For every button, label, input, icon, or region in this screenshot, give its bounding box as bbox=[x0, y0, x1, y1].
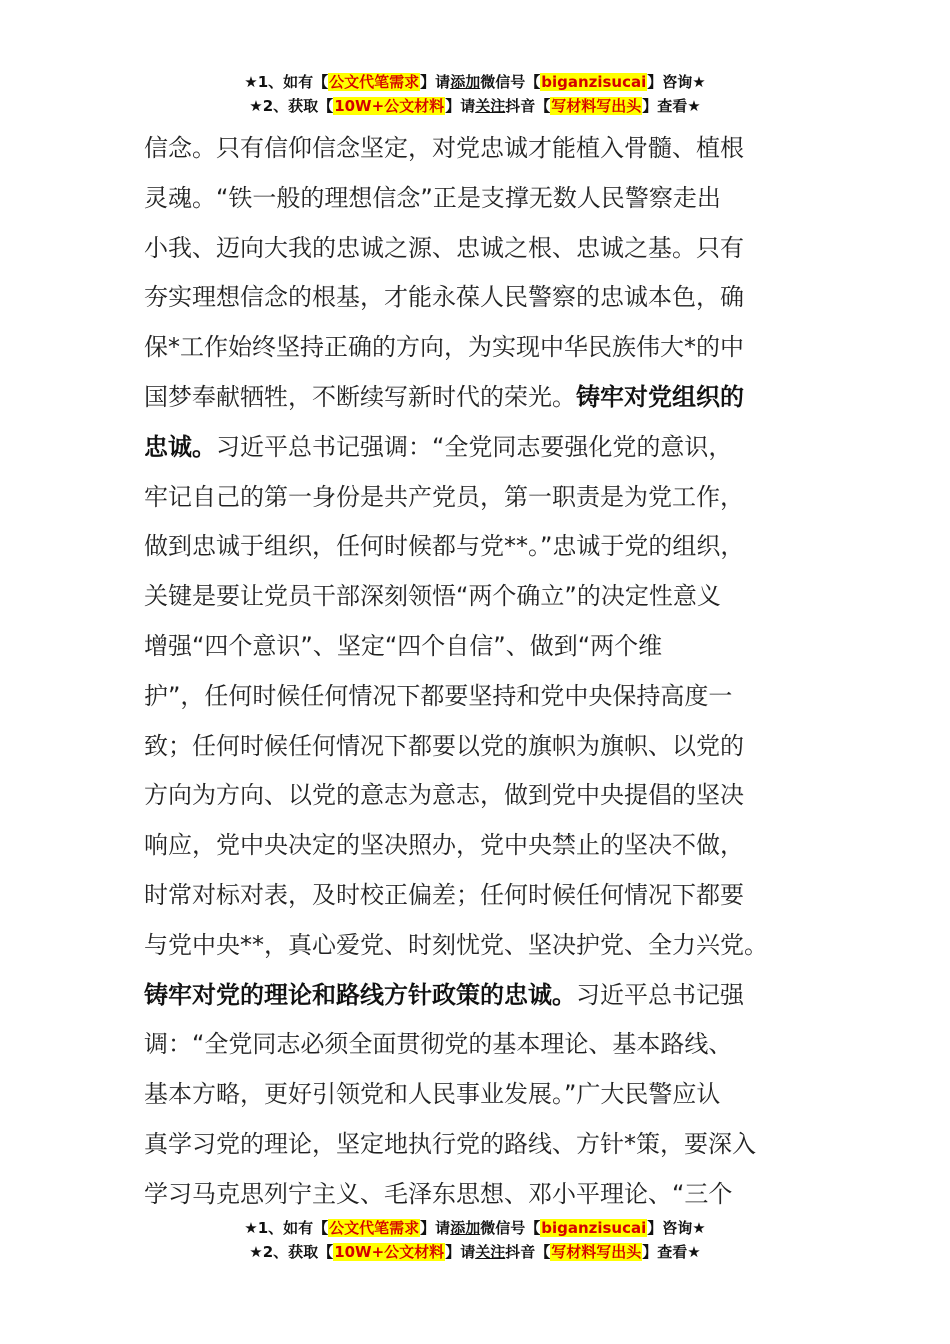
text-line bbox=[144, 672, 844, 722]
text-line bbox=[144, 771, 844, 821]
paragraph-text: 信念。只有信仰信念坚定，对党忠诚才能植入骨髓、植根 bbox=[144, 134, 744, 162]
header-text: 微信号【 bbox=[480, 73, 541, 91]
text-line bbox=[144, 124, 844, 174]
text-line bbox=[144, 1120, 844, 1170]
underline-text: 添加 bbox=[450, 73, 481, 91]
highlight-wechat-id: biganzisucai bbox=[541, 73, 647, 91]
paragraph-text: 基本方略，更好引领党和人民事业发展。”广大民警应认 bbox=[144, 1080, 721, 1109]
text-line bbox=[144, 423, 844, 473]
footer-text: 】查看★ bbox=[642, 1243, 701, 1261]
paragraph-text: 方向为方向、以党的意志为意志，做到党中央提倡的坚决 bbox=[144, 781, 744, 810]
footer-line-2 bbox=[0, 1240, 950, 1264]
paragraph-text: 与党中央**，真心爱党、时刻忧党、坚决护党、全力兴党。 bbox=[144, 930, 768, 959]
text-line bbox=[144, 622, 844, 672]
header-text: 】请 bbox=[420, 73, 451, 91]
header-line-1 bbox=[0, 70, 950, 94]
highlight-materials: 10W+公文材料 bbox=[334, 97, 445, 115]
text-line bbox=[144, 572, 844, 622]
header-text: ★1、如有【 bbox=[244, 73, 329, 91]
highlight-service: 公文代笔需求 bbox=[329, 1219, 420, 1237]
header-banner bbox=[0, 70, 950, 118]
text-line bbox=[144, 921, 844, 971]
text-line bbox=[144, 1070, 844, 1120]
paragraph-text: 调：“全党同志必须全面贯彻党的基本理论、基本路线、 bbox=[144, 1030, 733, 1059]
document-body bbox=[144, 124, 844, 1220]
paragraph-text: 关键是要让党员干部深刻领悟“两个确立”的决定性意义 bbox=[144, 582, 721, 611]
footer-text: 】请 bbox=[445, 1243, 476, 1261]
paragraph-text: 响应，党中央决定的坚决照办，党中央禁止的坚决不做， bbox=[144, 831, 744, 860]
text-line bbox=[144, 522, 844, 572]
underline-text: 关注 bbox=[475, 1243, 506, 1261]
header-text: 抖音【 bbox=[505, 97, 551, 115]
paragraph-text: 真学习党的理论，坚定地执行党的路线、方针*策，要深入 bbox=[144, 1129, 756, 1158]
footer-text: 】请 bbox=[420, 1219, 451, 1237]
paragraph-text: 牢记自己的第一身份是共产党员，第一职责是为党工作， bbox=[144, 482, 744, 511]
header-line-2 bbox=[0, 94, 950, 118]
footer-text: 】咨询★ bbox=[647, 1219, 706, 1237]
paragraph-text: 时常对标对表，及时校正偏差；任何时候任何情况下都要 bbox=[144, 880, 744, 909]
footer-text: 微信号【 bbox=[480, 1219, 541, 1237]
paragraph-text: 学习马克思列宁主义、毛泽东思想、邓小平理论、“三个 bbox=[144, 1179, 733, 1208]
paragraph-text: 夯实理想信念的根基，才能永葆人民警察的忠诚本色，确 bbox=[144, 283, 744, 312]
text-line bbox=[144, 224, 844, 274]
text-line bbox=[144, 473, 844, 523]
footer-text: ★1、如有【 bbox=[244, 1219, 329, 1237]
underline-text: 关注 bbox=[475, 97, 506, 115]
highlight-douyin: 写材料写出头 bbox=[551, 1243, 642, 1261]
highlight-douyin: 写材料写出头 bbox=[551, 97, 642, 115]
paragraph-text: 小我、迈向大我的忠诚之源、忠诚之根、忠诚之基。只有 bbox=[144, 233, 744, 262]
text-line bbox=[144, 871, 844, 921]
bold-heading-text: 铸牢对党的理论和路线方针政策的忠诚。 bbox=[144, 980, 576, 1009]
paragraph-text: 保*工作始终坚持正确的方向，为实现中华民族伟大*的中 bbox=[144, 333, 744, 362]
paragraph-text: 增强“四个意识”、坚定“四个自信”、做到“两个维 bbox=[144, 631, 663, 660]
text-line bbox=[144, 273, 844, 323]
bold-heading-text: 忠诚。 bbox=[144, 432, 216, 461]
header-text: 】查看★ bbox=[642, 97, 701, 115]
paragraph-text: 国梦奉献牺牲，不断续写新时代的荣光。 bbox=[144, 382, 576, 411]
paragraph-text: 习近平总书记强调：“全党同志要强化党的意识， bbox=[216, 432, 733, 461]
highlight-materials: 10W+公文材料 bbox=[334, 1243, 445, 1261]
header-text: 】咨询★ bbox=[647, 73, 706, 91]
footer-line-1 bbox=[0, 1216, 950, 1240]
highlight-wechat-id: biganzisucai bbox=[541, 1219, 647, 1237]
footer-banner bbox=[0, 1216, 950, 1264]
text-line bbox=[144, 722, 844, 772]
header-text: ★2、获取【 bbox=[249, 97, 334, 115]
paragraph-text: 习近平总书记强 bbox=[576, 980, 744, 1009]
text-line bbox=[144, 821, 844, 871]
text-line bbox=[144, 971, 844, 1021]
paragraph-text: 灵魂。“铁一般的理想信念”正是支撑无数人民警察走出 bbox=[144, 183, 721, 212]
paragraph-text: 护”，任何时候任何情况下都要坚持和党中央保持高度一 bbox=[144, 681, 733, 710]
text-line bbox=[144, 323, 844, 373]
paragraph-text: 做到忠诚于组织，任何时候都与党**。”忠诚于党的组织， bbox=[144, 532, 745, 561]
footer-text: ★2、获取【 bbox=[249, 1243, 334, 1261]
footer-text: 抖音【 bbox=[505, 1243, 551, 1261]
text-line bbox=[144, 1170, 844, 1220]
header-text: 】请 bbox=[445, 97, 476, 115]
paragraph-text: 致；任何时候任何情况下都要以党的旗帜为旗帜、以党的 bbox=[144, 731, 744, 760]
text-line bbox=[144, 174, 844, 224]
underline-text: 添加 bbox=[450, 1219, 481, 1237]
text-line bbox=[144, 1020, 844, 1070]
bold-heading-text: 铸牢对党组织的 bbox=[576, 382, 744, 411]
text-line bbox=[144, 373, 844, 423]
highlight-service: 公文代笔需求 bbox=[329, 73, 420, 91]
